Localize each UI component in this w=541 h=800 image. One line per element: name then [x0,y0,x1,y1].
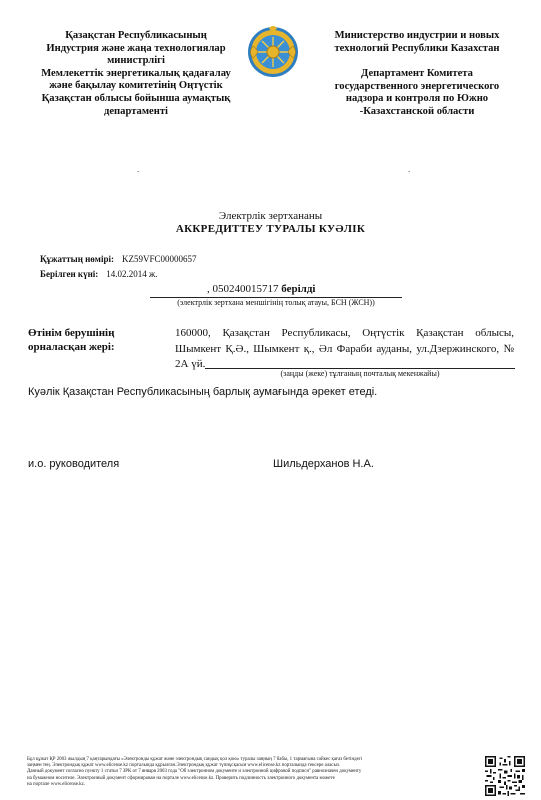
kazakhstan-state-emblem-icon [247,26,299,78]
recipient-caption: (электрлік зертхана меншігінің толық атауы, БСН (ЖСН)) [177,298,375,307]
footer-line: Данный документ согласно пункту 1 статьи 7 ЗРК от 7 января 2003 года "Об электронном документе и электронной цифровой подписи" равнозначен документу [27,769,362,775]
header-russian-line: Министерство индустрии и новых [334,30,500,41]
address-caption: (заңды (жеке) тұлғаның почталық мекенжайы) [280,369,440,378]
issued-date-label: Берілген күні: [40,269,99,279]
footer-line: Бұл құжат ҚР 2003 жылдың 7 қаңтарындағы «Электронды құжат және электрондық сандық қол қою» туралы заңның 7 бабы, 1 тармағына сәйкес қағаз бетіндегі [27,757,363,762]
header-russian-line: надзора и контроля по Южно [345,93,489,105]
recipient-bin: , 050240015717 [207,283,282,295]
signer-role: и.о. руководителя [28,458,120,470]
validity-statement: Куәлік Қазақстан Республикасының барлық аумағында әрекет етеді. [28,386,378,398]
header-kazakh [22,30,250,118]
issued-date-row [40,264,158,282]
header-russian-line: -Казахстанской области [359,105,475,117]
separator-dot: . [137,164,140,174]
certificate-kind: Электрлік зертхананы [218,210,323,222]
header-kazakh-line: департаменті [103,105,168,117]
footer-line: на портале www.elicense.kz. [27,781,86,787]
header-russian-line: технологий Республики Казахстан [334,42,500,54]
header-kazakh-line: Қазақстан Республикасының [65,30,207,41]
separator-dot: . [408,164,411,174]
header-kazakh-line: Мемлекеттік энергетикалық қадағалау [41,67,231,79]
header-russian-line: Департамент Комитета [361,68,473,80]
header-kazakh-line: Индустрия және жаңа технологиялар [46,42,226,54]
header-kazakh-line: Қазақстан облысы бойынша аумақтық [41,92,231,104]
doc-number-value: KZ59VFC00000657 [121,254,197,264]
header-russian-line: государственного энергетического [334,80,500,92]
header-kazakh-line: және бақылау комитетінің Оңтүстік [49,80,223,92]
header-kazakh-line: министрлігі [107,55,165,67]
issued-date-value: 14.02.2014 ж. [106,269,158,279]
certificate-title: АККРЕДИТТЕУ ТУРАЛЫ КУӘЛІК [175,223,366,235]
doc-number-label: Құжаттың нөмірі: [40,254,114,264]
applicant-address: 160000, Қазақстан Республикасы, Оңтүстік Қазақстан облысы, Шымкент Қ.Ә., Шымкент қ., Әл Фараби ауданы, ул.Дзержинского, № 2А үй. [175,327,514,370]
footer-line: на бумажном носителе. Электронный документ сформирован на портале www.elicense.kz. Проверить подлинность электронного документа можете [27,775,335,781]
recipient-line [207,283,315,295]
header-russian [312,30,522,119]
legal-footer [27,757,475,788]
location-label: Өтінім берушінің орналасқан жері: [28,327,115,353]
signer-name: Шильдерханов Н.А. [273,458,374,470]
recipient-issued-word: берілді [281,283,316,295]
footer-line: заңмен тең. Электрондық құжат www.elicense.kz порталында құрылған.Электрондық құжат түпнұсқасын www.elicense.kz порталында тексере аласыз. [27,763,341,769]
qr-code-icon [485,756,525,796]
header-gap [312,55,522,68]
